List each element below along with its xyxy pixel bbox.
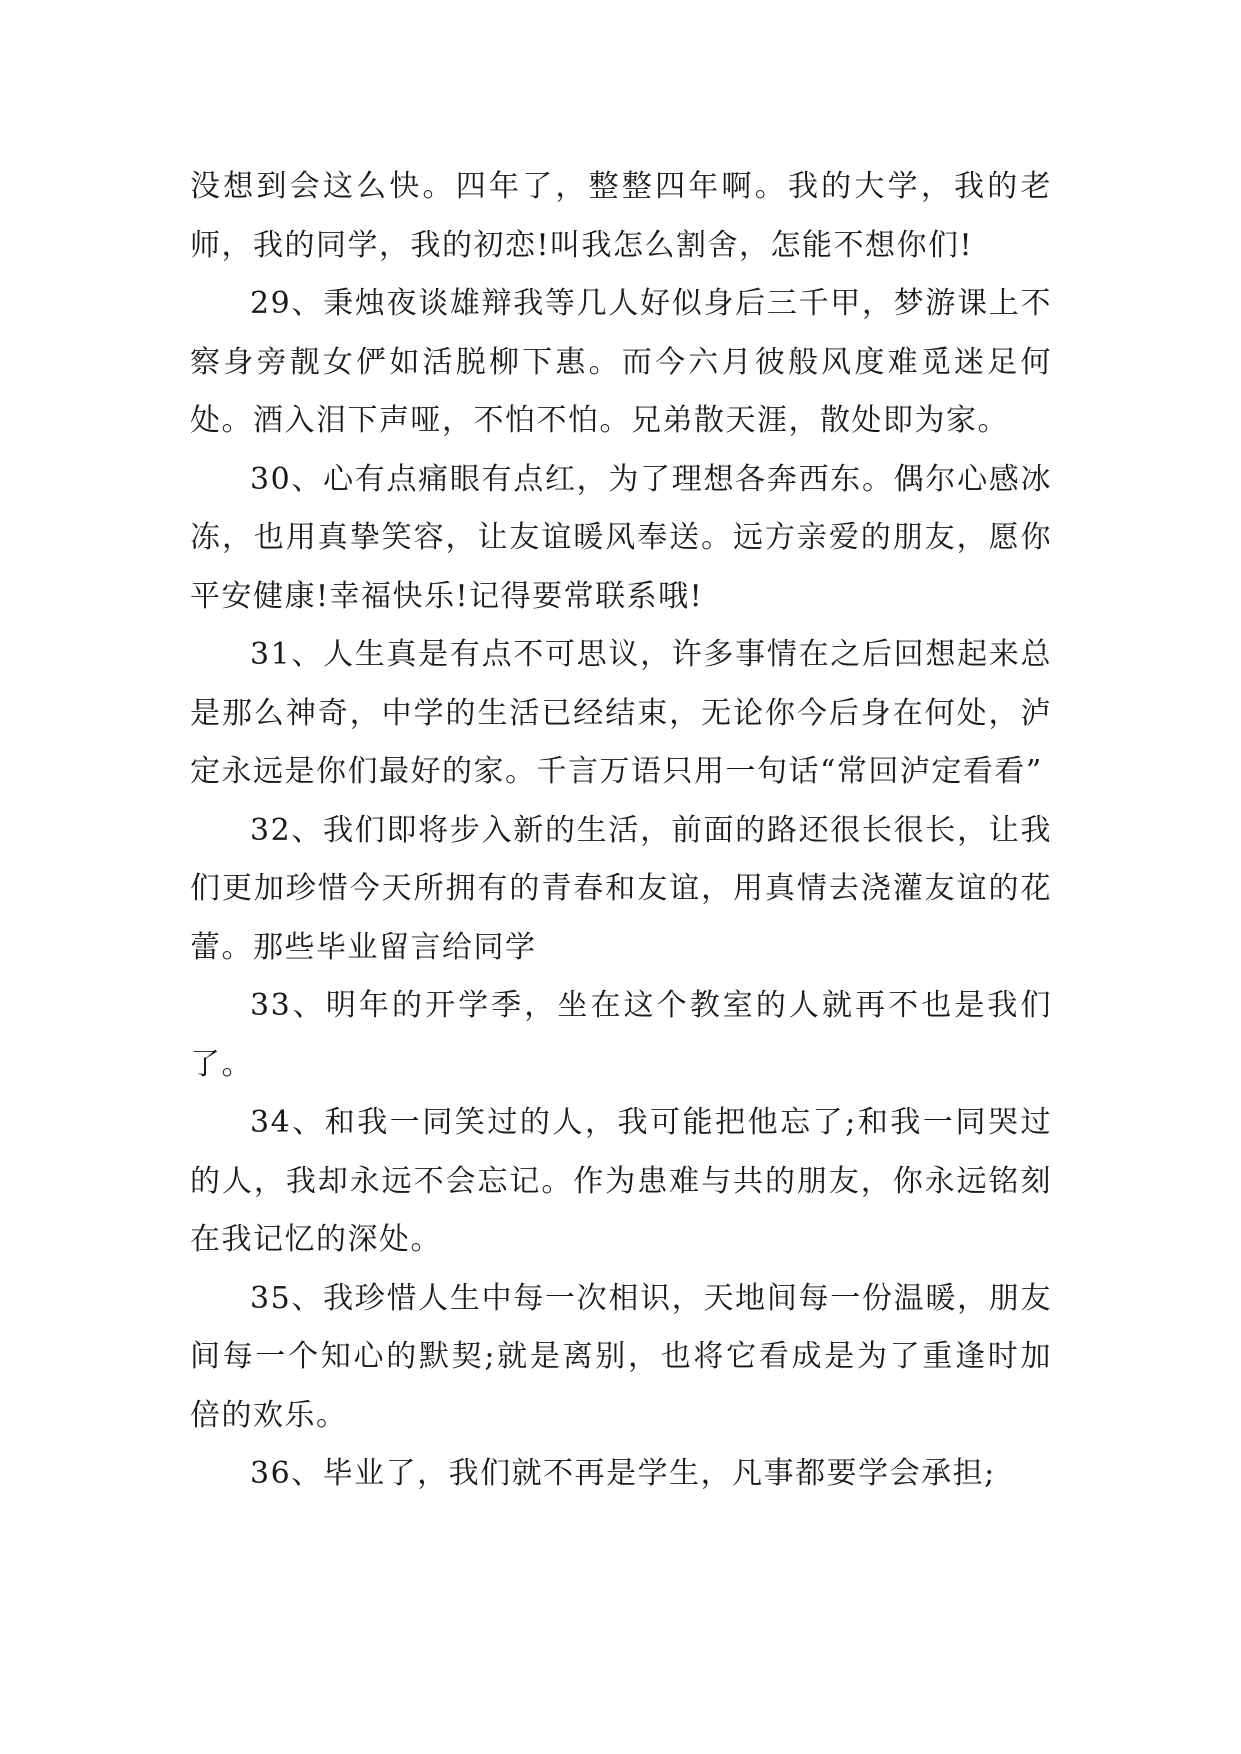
paragraph-intro: 没想到会这么快。四年了，整整四年啊。我的大学，我的老师，我的同学，我的初恋!叫我怎么割舍，怎能不想你们! bbox=[190, 169, 1052, 263]
paragraph-33: 33、明年的开学季，坐在这个教室的人就再不也是我们了。 bbox=[190, 988, 1052, 1082]
paragraph-31: 31、人生真是有点不可思议，许多事情在之后回想起来总是那么神奇，中学的生活已经结束，无论你今后身在何处，泸定永远是你们最好的家。千言万语只用一句话“常回泸定看看” bbox=[190, 637, 1052, 789]
paragraph-35: 35、我珍惜人生中每一次相识，天地间每一份温暖，朋友间每一个知心的默契;就是离别，也将它看成是为了重逢时加倍的欢乐。 bbox=[190, 1280, 1052, 1433]
paragraph-36: 36、毕业了，我们就不再是学生，凡事都要学会承担; bbox=[250, 1456, 996, 1491]
document-body bbox=[190, 158, 1052, 1504]
paragraph-30: 30、心有点痛眼有点红，为了理想各奔西东。偶尔心感冰冻，也用真挚笑容，让友谊暖风奉送。远方亲爱的朋友，愿你平安健康!幸福快乐!记得要常联系哦! bbox=[190, 461, 1052, 614]
paragraph-29: 29、秉烛夜谈雄辩我等几人好似身后三千甲，梦游课上不察身旁靓女俨如活脱柳下惠。而今六月彼般风度难觅迷足何处。酒入泪下声哑，不怕不怕。兄弟散天涯，散处即为家。 bbox=[190, 286, 1052, 438]
paragraph-32: 32、我们即将步入新的生活，前面的路还很长很长，让我们更加珍惜今天所拥有的青春和友谊，用真情去浇灌友谊的花蕾。那些毕业留言给同学 bbox=[190, 812, 1052, 965]
paragraph-34: 34、和我一同笑过的人，我可能把他忘了;和我一同哭过的人，我却永远不会忘记。作为患难与共的朋友，你永远铭刻在我记忆的深处。 bbox=[190, 1105, 1052, 1257]
